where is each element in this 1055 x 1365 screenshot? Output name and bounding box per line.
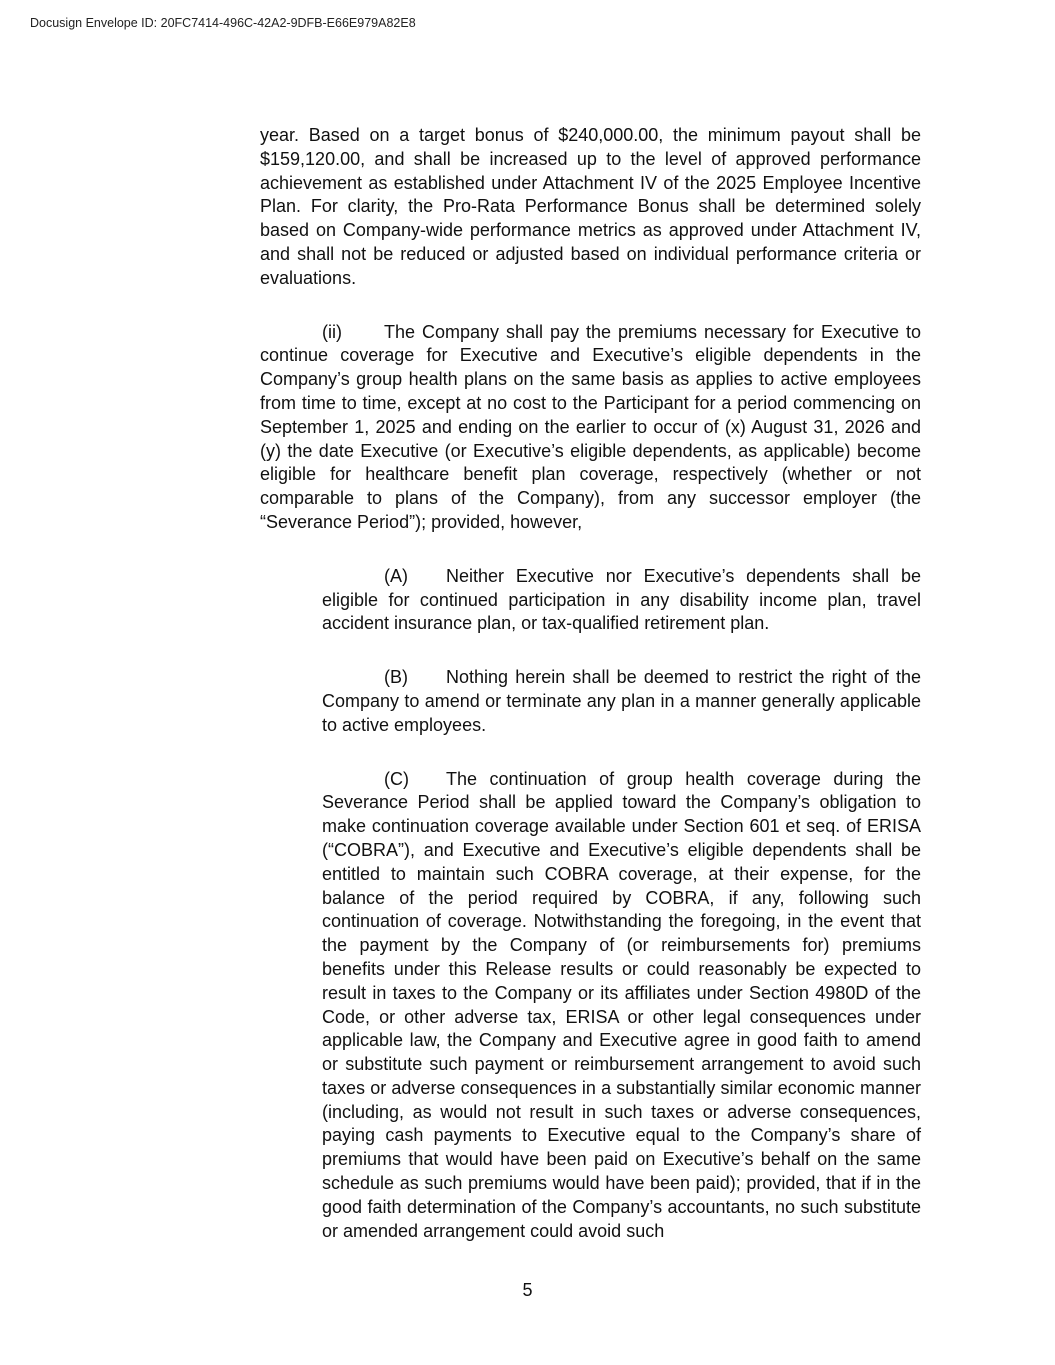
item-b-label: (B) [384, 667, 408, 688]
item-c-text: The continuation of group health coverage during the Severance Period shall be applied toward the Company’s obligation to make continuation coverage available under Section 601 et seq. of ERISA (“COBRA”), and Executive and Executive’s eligible dependents shall be entitled to maintain such COBRA coverage, at their expense, for the balance of the period required by COBRA, if any, following such continuation of coverage. Notwithstanding the foregoing, in the event that the payment by the Company of (or reimbursements for) premiums benefits under this Release results or could reasonably be expected to result in taxes to the Company or its affiliates under Section 4980D of the Code, or other adverse tax, ERISA or other legal consequences under applicable law, the Company and Executive agree in good faith to amend or substitute such payment or reimbursement arrangement to avoid such taxes or adverse consequences in a substantially similar economic manner (including, as would not result in such taxes or adverse consequences, paying cash payments to Executive equal to the Company’s share of premiums that would have been paid on Executive’s behalf on the same schedule as such premiums would have been paid); provided, that if in the good faith determination of the Company’s accountants, no such substitute or amended arrangement could avoid such [322, 768, 921, 1241]
item-b-text: Nothing herein shall be deemed to restrict the right of the Company to amend or terminate any plan in a manner generally applicable to active employees. [322, 667, 921, 735]
paragraph-item-a [322, 565, 921, 636]
item-ii-label: (ii) [322, 321, 342, 342]
page-number: 5 [522, 1280, 533, 1300]
paragraph-item-ii [260, 321, 921, 535]
item-a-label: (A) [384, 565, 408, 586]
item-ii-text: The Company shall pay the premiums necessary for Executive to continue coverage for Executive and Executive’s eligible dependents in the Company’s group health plans on the same basis as applies to active employees from time to time, except at no cost to the Participant for a period commencing on September 1, 2025 and ending on the earlier to occur of (x) August 31, 2026 and (y) the date Executive (or Executive’s eligible dependents, as applicable) become eligible for healthcare benefit plan coverage, respectively (whether or not comparable to plans of the Company), from any successor employer (the “Severance Period”); provided, however, [260, 321, 921, 532]
item-c-label: (C) [384, 768, 409, 789]
docusign-envelope-id: Docusign Envelope ID: 20FC7414-496C-42A2-9DFB-E66E979A82E8 [30, 16, 416, 30]
paragraph-continuation [260, 124, 921, 291]
paragraph-continuation-text: year. Based on a target bonus of $240,000.00, the minimum payout shall be $159,120.00, and shall be increased up to the level of approved performance achievement as established under Attachment IV of the 2025 Employee Incentive Plan. For clarity, the Pro-Rata Performance Bonus shall be determined solely based on Company-wide performance metrics as approved under Attachment IV, and shall not be reduced or adjusted based on individual performance criteria or evaluations. [260, 125, 921, 288]
paragraph-item-c [322, 768, 921, 1244]
document-body [260, 124, 921, 1273]
paragraph-item-b [322, 666, 921, 737]
item-a-text: Neither Executive nor Executive’s dependents shall be eligible for continued participation in any disability income plan, travel accident insurance plan, or tax-qualified retirement plan. [322, 565, 921, 634]
